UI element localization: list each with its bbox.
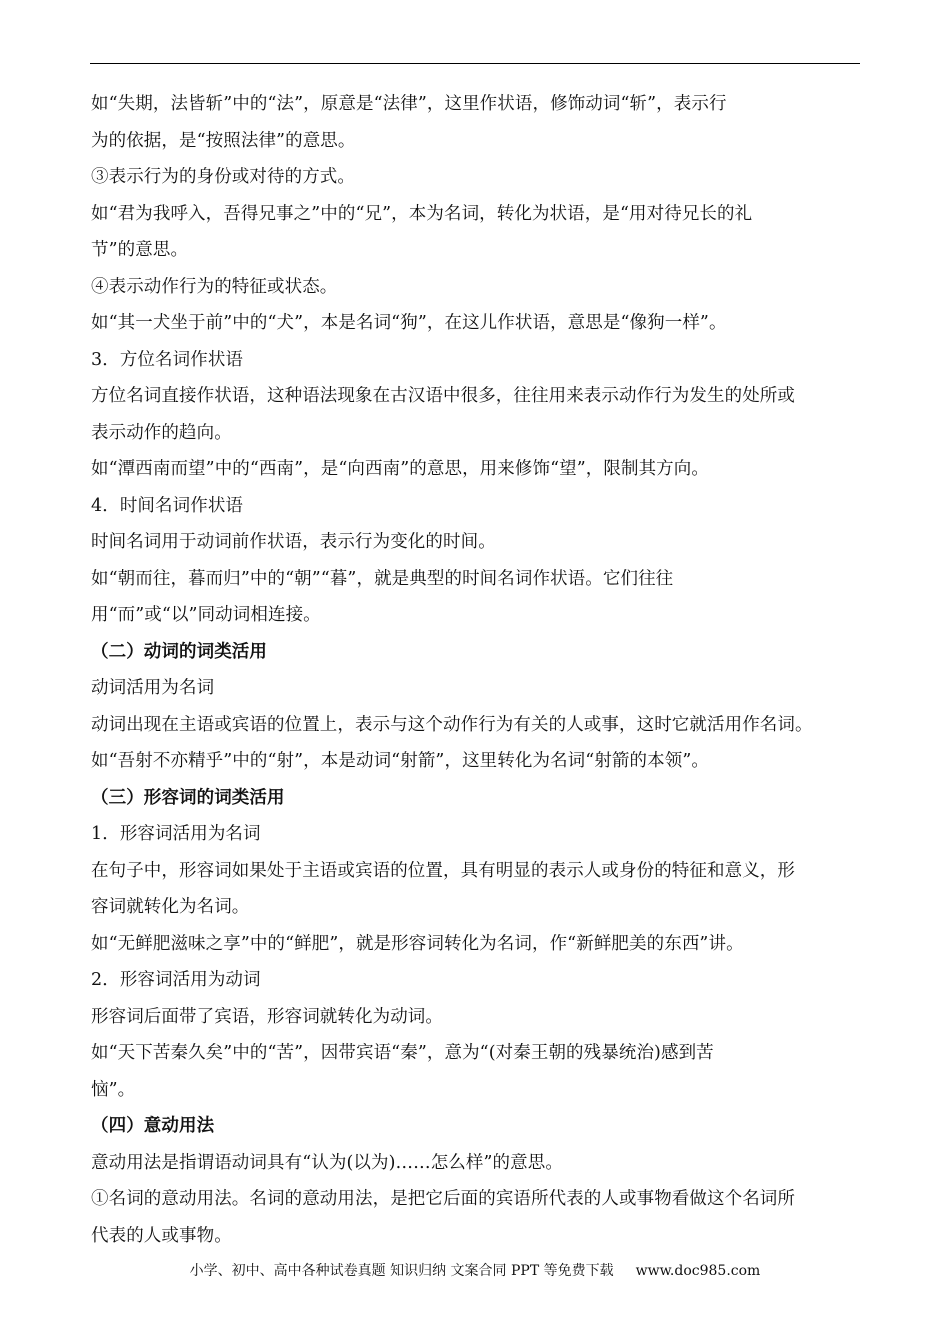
text-line: 表示动作的趋向。 [91,422,232,443]
subheading: 1．形容词活用为名词 [91,824,261,844]
text-line: ①名词的意动用法。名词的意动用法，是把它后面的宾语所代表的人或事物看做这个名词所 [91,1189,795,1209]
text-line: 如“天下苦秦久矣”中的“苦”，因带宾语“秦”，意为“(对秦王朝的残暴统治)感到苦 [91,1043,714,1063]
text-line: 如“君为我呼入，吾得兄事之”中的“兄”，本为名词，转化为状语，是“用对待兄长的礼 [91,203,753,224]
text-line: 时间名词用于动词前作状语，表示行为变化的时间。 [91,532,496,552]
text-line: 如“无鲜肥滋味之享”中的“鲜肥”，就是形容词转化为名词，作“新鲜肥美的东西”讲。 [91,933,744,954]
text-line: 如“失期，法皆斩”中的“法”，原意是“法律”，这里作状语，修饰动词“斩”，表示行 [91,94,727,114]
text-line: ④表示动作行为的特征或状态。 [91,276,338,297]
text-line: 方位名词直接作状语，这种语法现象在古汉语中很多，往往用来表示动作行为发生的处所或 [91,386,795,406]
text-line: 意动用法是指谓语动词具有“认为(以为)……怎么样”的意思。 [91,1152,563,1173]
text-line: 代表的人或事物。 [91,1225,232,1246]
text-line: 容词就转化为名词。 [91,897,250,917]
subheading: 2．形容词活用为动词 [91,970,261,990]
text-line: 在句子中，形容词如果处于主语或宾语的位置，具有明显的表示人或身份的特征和意义，形 [91,860,795,881]
subheading: 动词活用为名词 [91,678,215,698]
page-footer [0,1259,950,1283]
text-line: 为的依据，是“按照法律”的意思。 [91,130,356,151]
text-line: 如“朝而往，暮而归”中的“朝”“暮”，就是典型的时间名词作状语。它们往往 [91,568,674,589]
text-line: 如“潭西南而望”中的“西南”，是“向西南”的意思，用来修饰“望”，限制其方向。 [91,459,709,479]
text-line: 如“吾射不亦精乎”中的“射”，本是动词“射箭”，这里转化为名词“射箭的本领”。 [91,751,709,771]
footer-text: 小学、初中、高中各种试卷真题 知识归纳 文案合同 PPT 等免费下载 [189,1263,614,1279]
section-heading: （四）意动用法 [91,1116,215,1136]
text-line: 动词出现在主语或宾语的位置上，表示与这个动作行为有关的人或事，这时它就活用作名词。 [91,714,813,735]
subheading: 4．时间名词作状语 [91,495,244,516]
text-line: 形容词后面带了宾语，形容词就转化为动词。 [91,1006,443,1027]
document-body [91,86,861,1254]
text-line: 如“其一犬坐于前”中的“犬”，本是名词“狗”，在这儿作状语，意思是“像狗一样”。 [91,313,727,333]
footer-site-link[interactable]: www.doc985.com [635,1263,761,1279]
text-line: 用“而”或“以”同动词相连接。 [91,605,321,625]
text-line: 恼”。 [91,1079,136,1100]
subheading: 3．方位名词作状语 [91,349,244,370]
text-line: 节”的意思。 [91,240,189,260]
header-rule [90,63,860,64]
section-heading: （三）形容词的词类活用 [91,787,285,808]
text-line: ③表示行为的身份或对待的方式。 [91,167,355,187]
section-heading: （二）动词的词类活用 [91,641,267,662]
